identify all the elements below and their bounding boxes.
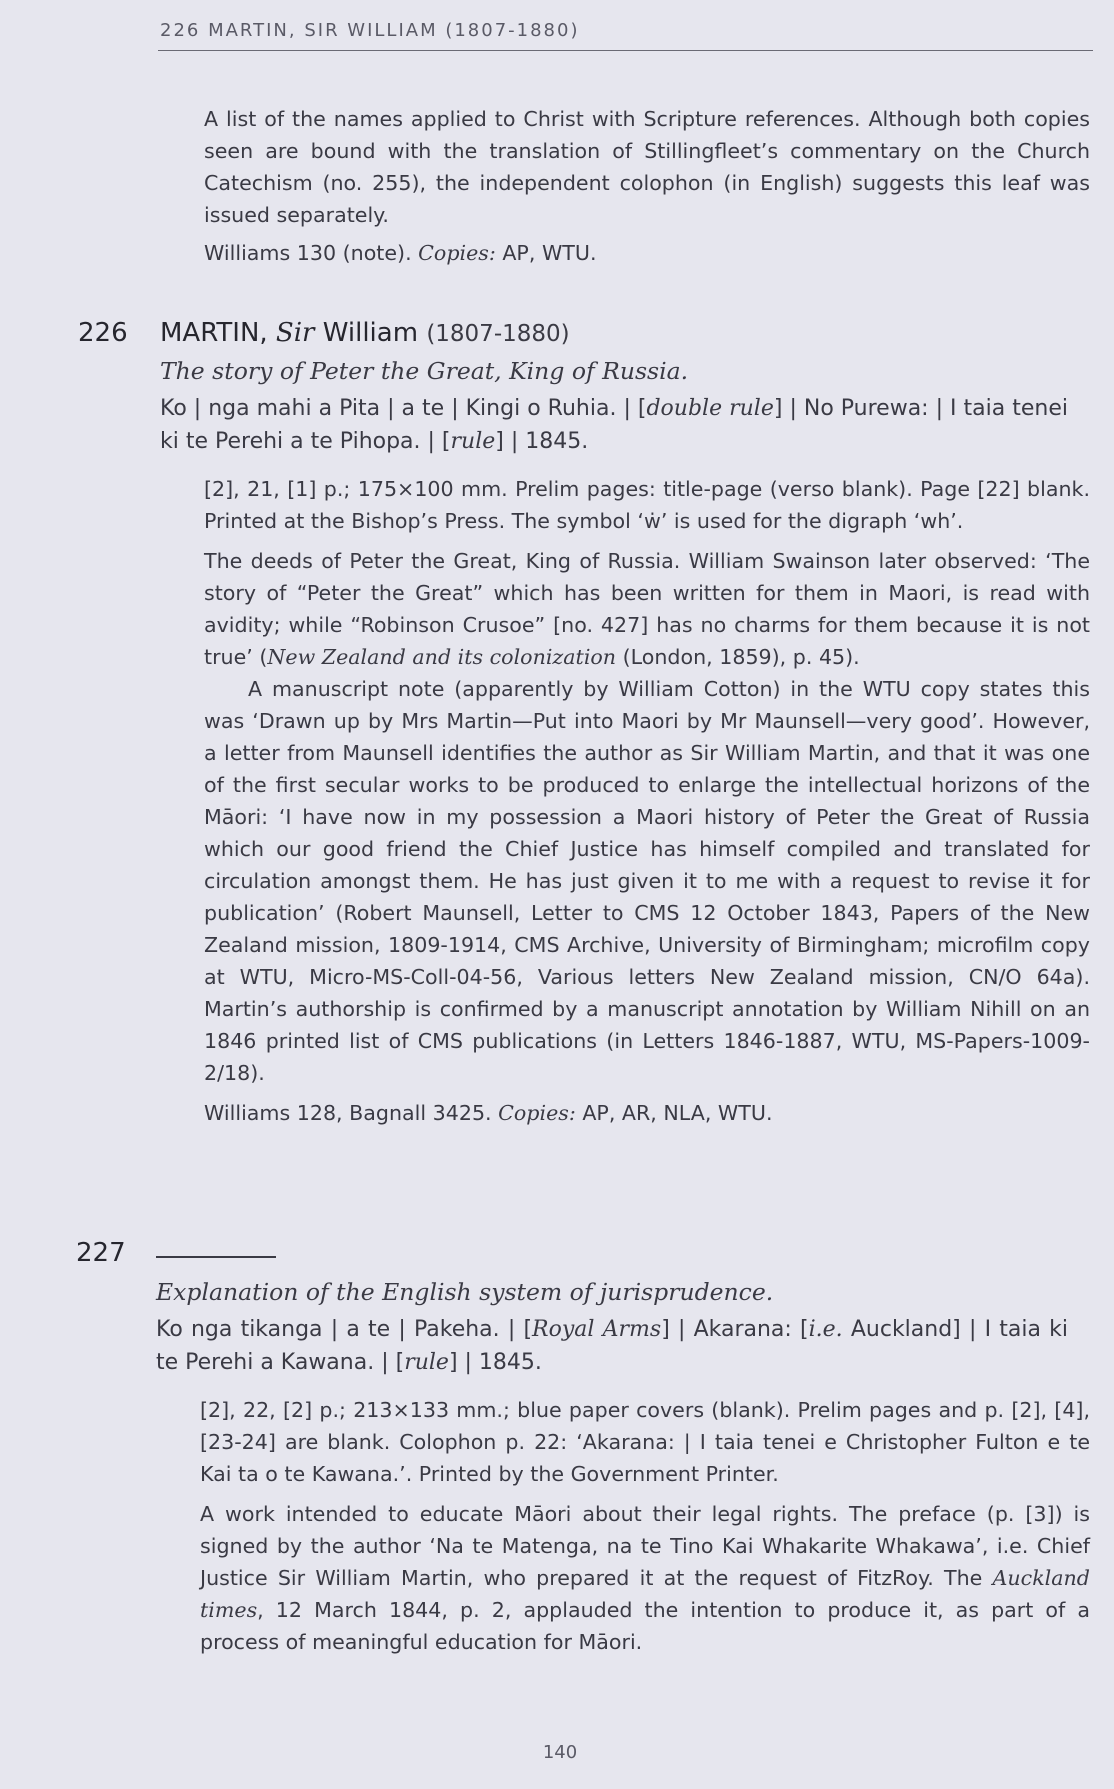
- entry-226-references: [204, 1097, 1090, 1129]
- copies-label: Copies:: [418, 241, 496, 265]
- entry-226-body: [204, 473, 1090, 1129]
- entry-226-refs: Williams 128, Bagnall 3425.: [204, 1101, 492, 1125]
- entry-227-collation: [2], 22, [2] p.; 213×133 mm.; blue paper covers (blank). Prelim pages and p. [2], [4], [23-24] are blank. Colophon p. 22: ‘Akarana: | I taia tenei e Christopher Fulton e te Kai ta o te Kawana.’. Printed by the Government Printer.: [200, 1398, 1090, 1486]
- prev-entry-copies: AP, WTU.: [502, 241, 597, 265]
- cited-newspaper: Auckland times: [200, 1566, 1090, 1622]
- entry-226-copies: AP, AR, NLA, WTU.: [582, 1101, 773, 1125]
- entry-227-body: [200, 1394, 1090, 1658]
- author-surname: MARTIN,: [160, 318, 268, 348]
- page-number: 140: [542, 1742, 578, 1763]
- prev-entry-references: [204, 237, 1090, 269]
- prev-entry: [204, 103, 1090, 269]
- entry-number-226: 226: [78, 318, 128, 348]
- entry-227-title-transcription: Ko nga tikanga | a te | Pakeha. | [Royal Arms] | Akarana: [i.e. Auckland] | I taia ki te Perehi a Kawana. | [rule] | 1845.: [156, 1317, 1068, 1375]
- copies-label: Copies:: [498, 1101, 576, 1125]
- entry-226-note-2: A manuscript note (apparently by William Cotton) in the WTU copy states this was ‘Drawn up by Mrs Martin—Put into Maori by Mr Maunsell—very good’. However, a letter from Maunsell identifies the author as Sir William Martin, and that it was one of the first secular works to be produced to enlarge the intellectual horizons of the Māori: ‘I have now in my possession a Maori history of Peter the Great of Russia which our good friend the Chief Justice has himself compiled and translated for circulation amongst them. He has just given it to me with a request to revise it for publication’ (Robert Maunsell, Letter to CMS 12 October 1843, Papers of the New Zealand mission, 1809-1914, CMS Archive, University of Birmingham; microfilm copy at WTU, Micro-MS-Coll-04-56, Various letters New Zealand mission, CN/O 64a). Martin’s authorship is confirmed by a manuscript annotation by William Nihill on an 1846 printed list of CMS publications (in Letters 1846-1887, WTU, MS-Papers-1009-2/18).: [204, 677, 1090, 1085]
- entry-226-author: [160, 318, 570, 348]
- running-head-rule: [158, 50, 1093, 51]
- running-head: 226 MARTIN, SIR WILLIAM (1807-1880): [160, 20, 580, 41]
- cited-book-title: New Zealand and its colonization: [267, 645, 617, 669]
- prev-entry-description: A list of the names applied to Christ with Scripture references. Although both copies seen are bound with the translation of Stillingfleet’s commentary on the Church Catechism (no. 255), the independent colophon (in English) suggests this leaf was issued separately.: [204, 107, 1090, 227]
- author-honorific: Sir: [275, 318, 315, 348]
- entry-227-note: A work intended to educate Māori about their legal rights. The preface (p. [3]) is signed by the author ‘Na te Matenga, na te Tino Kai Whakarite Whakawa’, i.e. Chief Justice Sir William Martin, who prepared it at the request of FitzRoy. The Auckland times, 12 March 1844, p. 2, applauded the intention to produce it, as part of a process of meaningful education for Māori.: [200, 1502, 1090, 1654]
- prev-entry-refs: Williams 130 (note).: [204, 241, 412, 265]
- entry-226-english-title: The story of Peter the Great, King of Russia.: [160, 357, 689, 385]
- author-dates: (1807-1880): [426, 321, 570, 347]
- entry-226-note-1: The deeds of Peter the Great, King of Russia. William Swainson later observed: ‘The story of “Peter the Great” which has been written for them in Maori, is read with avidity; while “Robinson Crusoe” [no. 427] has no charms for them because it is not true’ (New Zealand and its colonization (London, 1859), p. 45).: [204, 549, 1090, 669]
- entry-226-title-transcription: Ko | nga mahi a Pita | a te | Kingi o Ruhia. | [double rule] | No Purewa: | I taia tenei ki te Perehi a te Pihopa. | [rule] | 1845.: [160, 396, 1068, 454]
- entry-226-collation: [2], 21, [1] p.; 175×100 mm. Prelim pages: title-page (verso blank). Page [22] blank. Printed at the Bishop’s Press. The symbol ‘ẇ’ is used for the digraph ‘wh’.: [204, 477, 1090, 533]
- same-author-dash: [156, 1256, 276, 1258]
- entry-number-227: 227: [76, 1238, 126, 1268]
- entry-227-english-title: Explanation of the English system of jurisprudence.: [156, 1278, 774, 1306]
- author-forename: William: [322, 318, 419, 348]
